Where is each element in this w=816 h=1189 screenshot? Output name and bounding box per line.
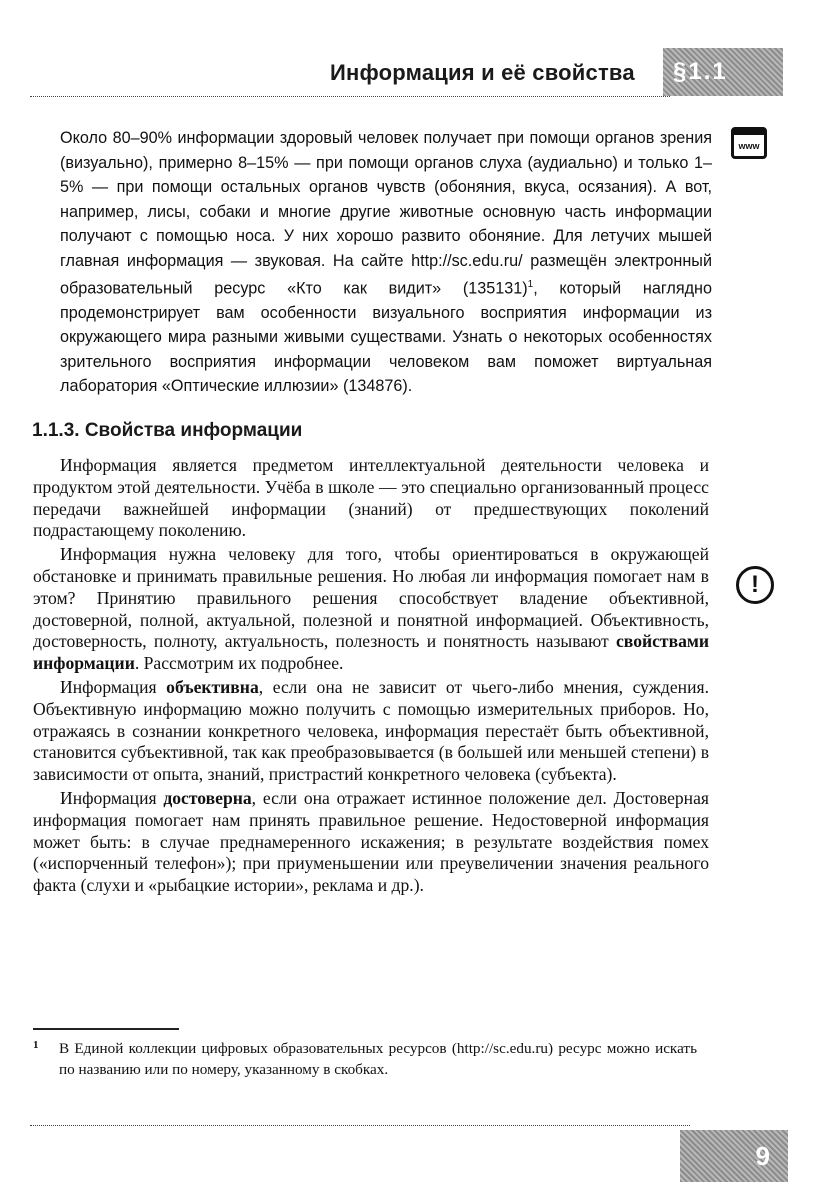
section-body	[33, 455, 709, 897]
body-paragraph-4-end: , если она отражает истинное положение дел. Достоверная информация помогает нам принять правильное решение. Недостоверной информация может быть: в случае преднамеренного искажения; в результате воздействия помех («испорченный телефон»); при приуменьшении или преувеличении значения реального факта (слухи и «рыбацкие истории», реклама и др.).	[33, 787, 709, 896]
attention-icon	[736, 566, 774, 604]
page-number-badge	[680, 1130, 788, 1182]
intro-text-start: Около 80–90% информации здоровый человек получает при помощи органов зрения (визуально), примерно 8–15% — при помощи органов слуха (аудиально) и только 1–5% — при помощи остальных органов чувств (обоняния, вкуса, осязания). А вот, например, лисы, собаки и многие другие животные основную часть информации получают с помощью носа. У них хорошо развито обоняние. Для летучих мышей главная информация — звуковая. На сайте http://sc.edu.ru/ размещён электронный образовательный ресурс «Кто как видит» (135131)	[60, 129, 712, 298]
section-badge	[663, 48, 783, 96]
body-paragraph-2-text: Информация нужна человеку для того, чтобы ориентироваться в окружающей обстановке и принимать правильные решения. Но любая ли информация помогает нам в этом? Принятию правильного решения способствует владение объективной, достоверной, полной, актуальной, полезной и понятной информацией. Объективность, достоверность, полноту, актуальность, полезность и понятность называют	[33, 544, 709, 652]
body-paragraph-3-end: , если она не зависит от чьего-либо мнения, суждения. Объективную информацию можно получить с помощью измерительных приборов. Но, отражаясь в сознании конкретного человека, информация перестаёт быть объективной, становится субъективной, так как преобразовывается (в большей или меньшей степени) в зависимости от опыта, знаний, пристрастий конкретного человека (субъекта).	[33, 676, 709, 785]
header-divider	[30, 96, 670, 97]
term-reliable: достоверна	[163, 787, 252, 808]
term-objective: объективна	[166, 676, 259, 697]
intro-text-end: , который наглядно продемонстрирует вам особенности визуального восприятия информации из окружающего мира разными живыми существами. Узнать о некоторых особенностях зрительного восприятия информации человеком вам поможет виртуальная лаборатория «Оптические иллюзии» (134876).	[60, 279, 712, 396]
body-paragraph-3	[33, 677, 709, 786]
page-header-title: Информация и её свойства	[330, 60, 635, 85]
body-paragraph-4	[33, 788, 709, 897]
page-number: 9	[755, 1140, 770, 1171]
section-badge-label: §1.1	[673, 58, 728, 85]
footnote-mark: 1	[33, 1039, 39, 1051]
footnote-divider	[33, 1028, 179, 1030]
body-paragraph-1: Информация является предметом интеллектуальной деятельности человека и продуктом этой деятельности. Учёба в школе — это специально организованный процесс передачи важнейшей информации (знаний) от предшествующих поколений подрастающему поколению.	[33, 455, 709, 541]
section-heading: 1.1.3. Свойства информации	[32, 420, 303, 441]
footnote	[33, 1038, 709, 1080]
body-paragraph-2	[33, 544, 709, 675]
intro-paragraph	[60, 126, 712, 399]
attention-icon-glyph: !	[751, 571, 759, 598]
body-paragraph-3-text: Информация	[60, 676, 167, 697]
footnote-text: В Единой коллекции цифровых образовательных ресурсов (http://sc.edu.ru) ресурс можно искать по названию или по номеру, указанному в скобках.	[59, 1040, 697, 1078]
www-icon	[731, 127, 767, 159]
body-paragraph-4-text: Информация	[60, 787, 164, 808]
term-information-properties: свойствами информации	[33, 631, 709, 674]
www-icon-label: www	[738, 140, 760, 151]
body-paragraph-2-end: . Рассмотрим их подробнее.	[134, 653, 344, 674]
footer-divider	[30, 1125, 690, 1126]
footnote-reference: 1	[527, 279, 534, 290]
